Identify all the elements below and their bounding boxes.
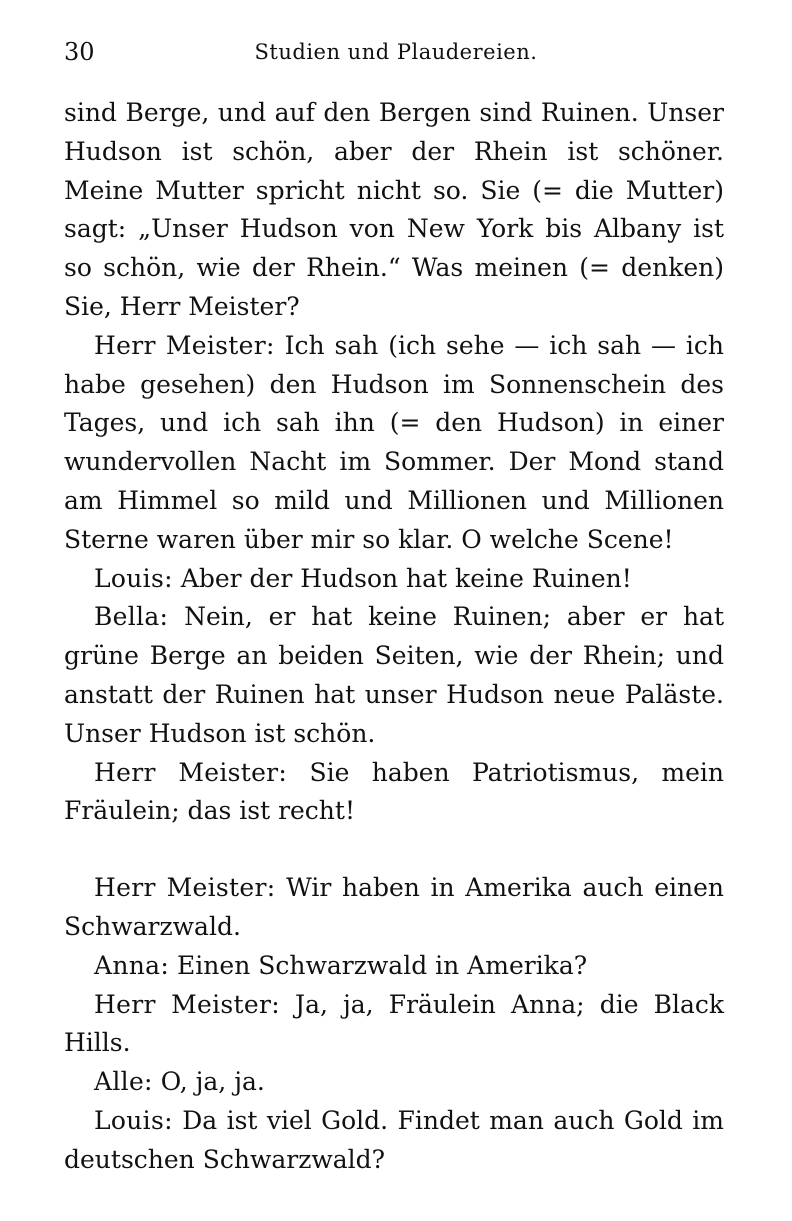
paragraph-text: sind Berge, und auf den Bergen sind Ruinen. Unser Hudson ist schön, aber der Rhein ist schöner. Meine Mutter spricht nicht so. Sie (= die Mutter) sagt: „Unser Hudson von New York bis Albany ist so schön, wie der Rhein.“ Was meinen (= denken) Sie, Herr Meister? [64, 98, 724, 321]
page-header [64, 38, 728, 72]
speaker-name: Bella: [94, 602, 169, 632]
page-number: 30 [64, 38, 95, 66]
dialogue-paragraph [64, 869, 724, 947]
paragraph-text: Da ist viel Gold. Findet man auch Gold im deutschen Schwarzwald? [64, 1105, 724, 1174]
dialogue-paragraph [64, 327, 724, 560]
paragraph-text: O, ja, ja. [160, 1067, 265, 1097]
paragraph-text: Einen Schwarzwald in Amerika? [177, 950, 588, 980]
dialogue-paragraph [64, 947, 724, 986]
dialogue-paragraph [64, 598, 724, 753]
dialogue-paragraph [64, 1102, 724, 1180]
paragraph-text: Ich sah (ich sehe — ich sah — ich habe gesehen) den Hudson im Sonnenschein des Tages, und ich sah ihn (= den Hudson) in einer wundervollen Nacht im Sommer. Der Mond stand am Himmel so mild und Millionen und Millionen Sterne waren über mir so klar. O welche Scene! [64, 330, 725, 554]
paragraph-text: Ja, ja, Fräulein Anna; die Black Hills. [64, 989, 725, 1058]
paragraph-text: Sie haben Patriotismus, mein Fräulein; das ist recht! [64, 757, 724, 826]
speaker-name: Anna: [94, 950, 170, 980]
speaker-name: Louis: [94, 563, 173, 593]
speaker-name: Alle: [94, 1067, 153, 1097]
speaker-name: Herr Meister: [94, 757, 288, 787]
speaker-name: Herr Meister: [94, 330, 275, 360]
page-body [64, 94, 724, 1180]
paragraph-text: Aber der Hudson hat keine Ruinen! [180, 563, 632, 593]
section-gap [64, 831, 724, 869]
speaker-name: Louis: [94, 1105, 173, 1135]
paragraph [64, 94, 724, 327]
dialogue-paragraph [64, 986, 724, 1064]
dialogue-paragraph [64, 754, 724, 832]
dialogue-paragraph [64, 560, 724, 599]
speaker-name: Herr Meister: [94, 989, 280, 1019]
running-title: Studien und Plaudereien. [254, 40, 538, 64]
paragraph-text: Wir haben in Amerika auch einen Schwarzwald. [64, 873, 725, 941]
paragraph-text: Nein, er hat keine Ruinen; aber er hat grüne Berge an beiden Seiten, wie der Rhein; und anstatt der Ruinen hat unser Hudson neue Paläste. Unser Hudson ist schön. [64, 602, 725, 748]
speaker-name: Herr Meister: [94, 873, 276, 903]
dialogue-paragraph [64, 1063, 724, 1102]
